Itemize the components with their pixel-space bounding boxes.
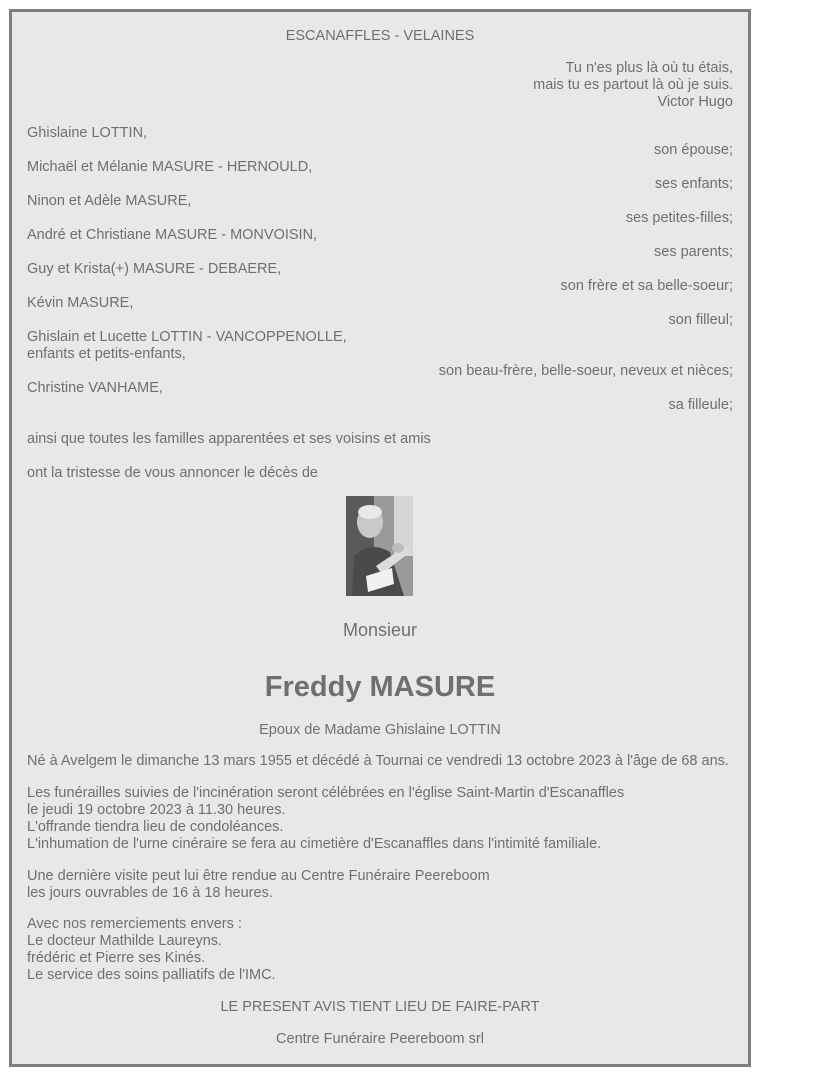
quote-author: Victor Hugo [657,94,733,110]
family-entry [27,193,733,227]
funeral-line: L'offrande tiendra lieu de condoléances. [27,819,284,835]
family-relation: son beau-frère, belle-soeur, neveux et nièces; [438,363,733,379]
family-names: Michaël et Mélanie MASURE - HERNOULD, [27,159,313,175]
visit-details [27,868,733,902]
obituary-content [27,12,733,1064]
family-relation: sa filleule; [668,397,733,413]
funeral-line: L'inhumation de l'urne cinéraire se fera au cimetière d'Escanaffles dans l'intimité familiale. [27,836,602,852]
quote-line: mais tu es partout là où je suis. [533,77,733,93]
funeral-details [27,785,733,853]
thanks-line: frédéric et Pierre ses Kinés. [27,950,206,966]
family-entry [27,329,733,380]
deceased-title: Monsieur [342,620,418,640]
family-names: enfants et petits-enfants, [27,346,186,362]
family-names: Ninon et Adèle MASURE, [27,193,192,209]
thanks [27,916,733,984]
thanks-line: Le service des soins palliatifs de l'IMC. [27,967,276,983]
family-relation: ses parents; [654,244,733,260]
family-names: Christine VANHAME, [27,380,163,396]
family-names: Guy et Krista(+) MASURE - DEBAERE, [27,261,282,277]
quote [27,60,733,111]
deceased-spouse: Epoux de Madame Ghislaine LOTTIN [259,722,501,738]
family-names: André et Christiane MASURE - MONVOISIN, [27,227,318,243]
portrait-photo [346,496,413,596]
family-entry [27,261,733,295]
family-relation: son épouse; [653,142,733,158]
family-names: Ghislaine LOTTIN, [27,125,148,141]
birth-death: Né à Avelgem le dimanche 13 mars 1955 et décédé à Tournai ce vendredi 13 octobre 2023 à l'âge de 68 ans. [27,753,729,769]
quote-line: Tu n'es plus là où tu étais, [565,60,733,76]
family-names: Ghislain et Lucette LOTTIN - VANCOPPENOLLE, [27,329,347,345]
family-entry [27,295,733,329]
family-names: Kévin MASURE, [27,295,134,311]
family-relation: ses petites-filles; [625,210,733,226]
funeral-line: Les funérailles suivies de l'incinération seront célébrées en l'église Saint-Martin d'Escanaffles [27,785,625,801]
also-families: ainsi que toutes les familles apparentées et ses voisins et amis [27,431,431,447]
notice: LE PRESENT AVIS TIENT LIEU DE FAIRE-PART [220,999,540,1015]
family-relation: ses enfants; [654,176,733,192]
portrait-image [346,496,413,596]
family-relation: son filleul; [668,312,733,328]
family-entry [27,125,733,159]
funeral-line: le jeudi 19 octobre 2023 à 11.30 heures. [27,802,286,818]
obituary-card [9,9,751,1067]
family-entry [27,227,733,261]
deceased-name: Freddy MASURE [264,671,496,703]
locality-heading: ESCANAFFLES - VELAINES [285,28,475,44]
announcement: ont la tristesse de vous annoncer le décès de [27,465,318,481]
family-entry [27,380,733,414]
visit-line: Une dernière visite peut lui être rendue au Centre Funéraire Peereboom [27,868,490,884]
family-relation: son frère et sa belle-soeur; [560,278,733,294]
family-entry [27,159,733,193]
thanks-line: Le docteur Mathilde Laureyns. [27,933,223,949]
funeral-home: Centre Funéraire Peereboom srl [276,1031,484,1047]
visit-line: les jours ouvrables de 16 à 18 heures. [27,885,273,901]
thanks-line: Avec nos remerciements envers : [27,916,242,932]
